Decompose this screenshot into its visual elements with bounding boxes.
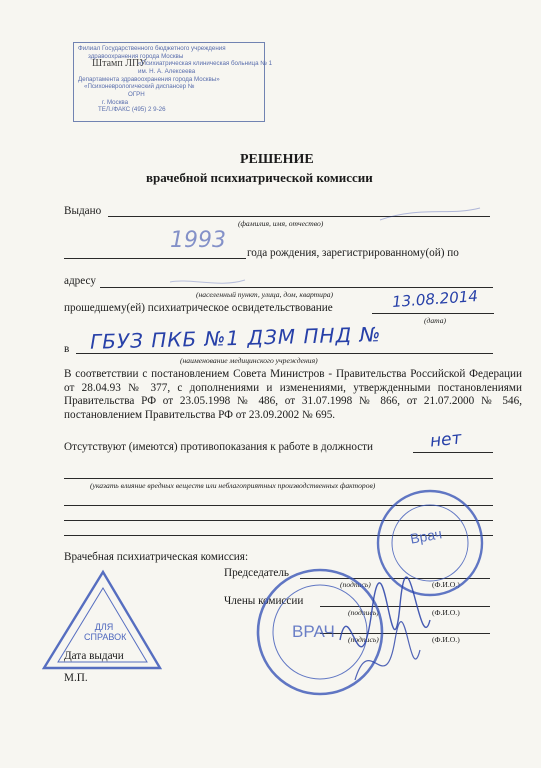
- birth-label: года рождения, зарегистрированному(ой) по: [247, 247, 459, 259]
- issued-label: Выдано: [64, 205, 102, 217]
- legal-basis-paragraph: В соответствии с постановлением Совета Министров - Правительства Российской Федерации от 28.04.93 № 377, с дополнениями и изменениями, утвержденными постановлениями Правительства РФ от 23.05.1998 № 486, от 31.07.1998 № 866, от 21.07.2000 № 546, постановлением Правительства РФ от 23.09.2002 № 695.: [64, 368, 522, 421]
- stamp-line: здравоохранения города Москвы: [88, 52, 184, 60]
- stamp-line: им. Н. А. Алексеева: [138, 68, 196, 76]
- stamp-line: ОГРН: [128, 90, 145, 98]
- stamp-header: Штамп ЛПУ: [92, 58, 147, 70]
- exam-date-handwriting: 13.08.2014: [391, 287, 479, 311]
- stamp-line: Филиал Государственного бюджетного учреждения: [78, 45, 226, 52]
- mp-label: М.П.: [64, 672, 88, 684]
- date-hint: (дата): [424, 316, 447, 325]
- birth-year-handwriting: 1993: [170, 228, 226, 253]
- signature-4: [170, 280, 245, 283]
- chairman-fio-hint: (Ф.И.О.): [432, 580, 460, 589]
- members-label: Члены комиссии: [224, 595, 304, 607]
- document-subtitle: врачебной психиатрической комиссии: [146, 170, 373, 185]
- member-fio-hint-1: (Ф.И.О.): [432, 608, 460, 617]
- triangle-stamp: [44, 572, 160, 668]
- stamp-line: г. Москва: [102, 98, 129, 106]
- institution-hint: (наименование медицинского учреждения): [180, 356, 318, 365]
- chairman-signature-hint: (подпись): [340, 580, 371, 589]
- doctor-stamp-text: Врач: [408, 525, 444, 547]
- commission-heading: Врачебная психиатрическая комиссия:: [64, 551, 249, 563]
- member-fio-hint-2: (Ф.И.О.): [432, 635, 460, 644]
- address-label: адресу: [64, 275, 96, 287]
- signature-3: [380, 208, 480, 220]
- harmful-hint: (указать влияние вредных веществ или неблагоприятных производственных факторов): [90, 481, 376, 490]
- institution-handwriting: ГБУЗ ПКБ №1 ДЗМ ПНД №: [89, 322, 382, 354]
- contraindications-label: Отсутствуют (имеются) противопоказания к работе в должности: [64, 441, 374, 453]
- exam-label: прошедшему(ей) психиатрическое освидетельствование: [64, 302, 333, 314]
- signature-1: [340, 577, 430, 647]
- stamp-line: «Психоневрологический диспансер №: [84, 83, 195, 91]
- in-label: в: [64, 343, 70, 355]
- member-signature-hint-2: (подпись): [348, 635, 379, 644]
- position-handwriting: нет: [429, 428, 463, 452]
- round-stamp-text: ВРАЧ: [292, 622, 335, 641]
- triangle-stamp-text: ДЛЯ СПРАВОК: [84, 622, 127, 642]
- document-title: РЕШЕНИЕ: [240, 152, 314, 167]
- chairman-label: Председатель: [224, 567, 290, 579]
- signature-2: [355, 622, 420, 680]
- stamp-line: Департамента здравоохранения города Москвы»: [78, 75, 220, 83]
- issue-date-label: Дата выдачи: [64, 650, 124, 662]
- member-signature-hint-1: (подпись): [348, 608, 379, 617]
- stamp-line: «Психиатрическая клиническая больница № 1: [138, 60, 273, 68]
- address-hint: (населенный пункт, улица, дом, квартира): [196, 290, 334, 299]
- stamp-line: ТЕЛ./ФАКС (495) 2 9-26: [98, 106, 166, 114]
- issued-hint: (фамилия, имя, отчество): [238, 219, 324, 228]
